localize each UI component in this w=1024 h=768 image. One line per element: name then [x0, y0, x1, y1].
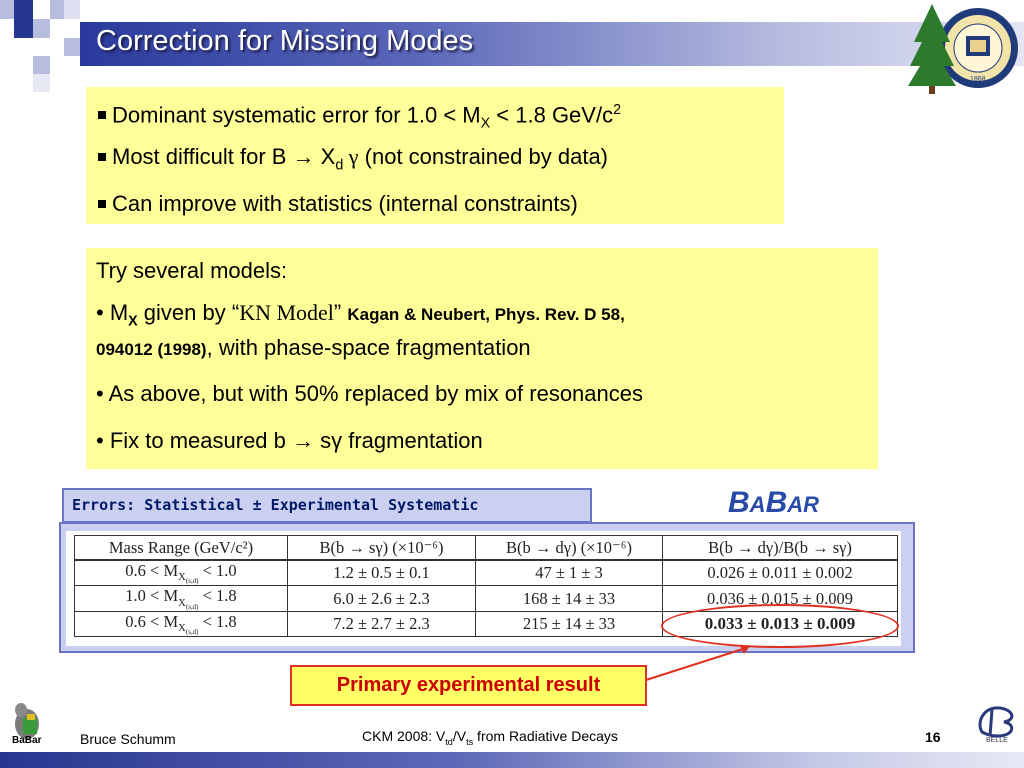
reference-text: 094012 (1998) [96, 340, 207, 359]
cell-ratio: 0.026 ± 0.011 ± 0.002 [663, 560, 898, 586]
bullet-improve-statistics [98, 189, 774, 236]
babar-brand [728, 486, 819, 520]
table-row [75, 560, 898, 586]
subscript: X [128, 313, 138, 330]
bullet-dominant-error [98, 95, 774, 142]
cell-b-to-s-gamma: 1.2 ± 0.5 ± 0.1 [288, 560, 476, 586]
text: B [765, 486, 788, 519]
university-seal-icon [908, 2, 1020, 94]
arrow-symbol: → [292, 144, 315, 169]
text: 0.6 < M [125, 561, 179, 580]
text: sγ fragmentation [314, 428, 483, 453]
subscript: X [480, 115, 491, 132]
corner-square [50, 0, 64, 19]
cell-ratio: 0.036 ± 0.015 ± 0.009 [663, 586, 898, 611]
square-bullet-icon [98, 153, 106, 161]
square-bullet-icon [98, 111, 106, 119]
corner-square [14, 0, 33, 19]
text: < 1.8 [198, 586, 237, 606]
text: (not constrained by data) [358, 144, 609, 169]
callout-arrow-icon [640, 640, 760, 685]
header-ratio: B(b → dγ)/B(b → sγ) [663, 536, 898, 561]
errors-label: Errors: Statistical ± Experimental Systematic [62, 488, 592, 523]
subscript: ts [466, 736, 474, 747]
arrow-symbol: → [292, 428, 315, 453]
text: Most difficult for B [112, 144, 293, 169]
header-mass-range: Mass Range (GeV/c²) [75, 536, 288, 561]
belle-logo-icon [974, 702, 1020, 742]
cell-b-to-d-gamma: 168 ± 14 ± 33 [476, 586, 663, 611]
corner-square [14, 19, 33, 38]
cell-mass-range [75, 611, 288, 636]
systematic-error-box [86, 87, 784, 224]
corner-square [33, 74, 50, 92]
corner-square [0, 0, 14, 19]
reference-text: Kagan & Neubert, Phys. Rev. D 58, [347, 305, 625, 324]
superscript: 2 [613, 102, 622, 118]
slide-title: Correction for Missing Modes [96, 25, 474, 57]
models-box [86, 248, 878, 469]
text: , with phase-space fragmentation [206, 335, 531, 360]
cell-ratio-primary: 0.033 ± 0.013 ± 0.009 [663, 611, 898, 636]
subscript: (s,d) [185, 577, 199, 586]
author-name: Bruce Schumm [80, 731, 176, 747]
primary-result-callout: Primary experimental result [290, 665, 647, 706]
subscript: X [178, 571, 186, 584]
text: 1.0 < M [125, 586, 179, 606]
subscript: X [178, 622, 186, 635]
subscript: td [445, 736, 453, 747]
conference-title [362, 728, 618, 747]
corner-square [64, 38, 80, 56]
text: given by “ [137, 300, 240, 325]
gamma-symbol: γ [343, 144, 359, 169]
cell-mass-range [75, 560, 288, 586]
bullet-most-difficult [98, 142, 774, 189]
text: Can improve with statistics (internal constraints) [112, 191, 578, 216]
models-intro: Try several models: [96, 258, 288, 283]
kn-model-label: KN Model [239, 300, 334, 325]
text: A [749, 492, 766, 517]
text: /V [452, 728, 467, 744]
text: ” [333, 300, 348, 325]
cell-b-to-d-gamma: 47 ± 1 ± 3 [476, 560, 663, 586]
cell-b-to-d-gamma: 215 ± 14 ± 33 [476, 611, 663, 636]
text: Dominant systematic error for 1.0 < M [112, 102, 481, 128]
subscript: (s,d) [185, 628, 199, 637]
subscript: d [335, 157, 344, 174]
cell-b-to-s-gamma: 7.2 ± 2.7 ± 2.3 [288, 611, 476, 636]
text: X [314, 144, 336, 169]
square-bullet-icon [98, 200, 106, 208]
text: < 1.0 [198, 561, 237, 580]
text: 0.6 < M [125, 611, 179, 631]
header-b-to-s-gamma: B(b → sγ) (×10⁻⁶) [288, 536, 476, 561]
text: AR [787, 492, 820, 517]
text: B [728, 486, 750, 519]
babar-logo-text: BaBar [12, 735, 42, 746]
text: < 1.8 [198, 611, 237, 631]
model-measured-fragmentation [96, 424, 868, 458]
model-resonances: • As above, but with 50% replaced by mix of resonances [96, 381, 644, 406]
text: from Radiative Decays [473, 728, 618, 744]
corner-square [33, 56, 50, 74]
corner-square [33, 19, 50, 38]
text: • M [96, 300, 129, 325]
text: CKM 2008: V [362, 728, 446, 744]
header-b-to-d-gamma: B(b → dγ) (×10⁻⁶) [476, 536, 663, 561]
svg-text:1868: 1868 [970, 76, 986, 83]
model-kn-line1 [96, 296, 868, 330]
subscript: (s,d) [185, 602, 199, 611]
model-kn-line2 [96, 330, 868, 378]
text: • Fix to measured b [96, 428, 293, 453]
page-number: 16 [925, 729, 941, 745]
subscript: X [178, 596, 186, 609]
text: < 1.8 GeV/c [490, 102, 614, 128]
corner-square [64, 0, 80, 19]
cell-mass-range [75, 586, 288, 611]
cell-b-to-s-gamma: 6.0 ± 2.6 ± 2.3 [288, 586, 476, 611]
table-header-row [75, 536, 898, 561]
footer-bar [0, 752, 1024, 768]
belle-logo-text: BELLE [986, 737, 1008, 744]
